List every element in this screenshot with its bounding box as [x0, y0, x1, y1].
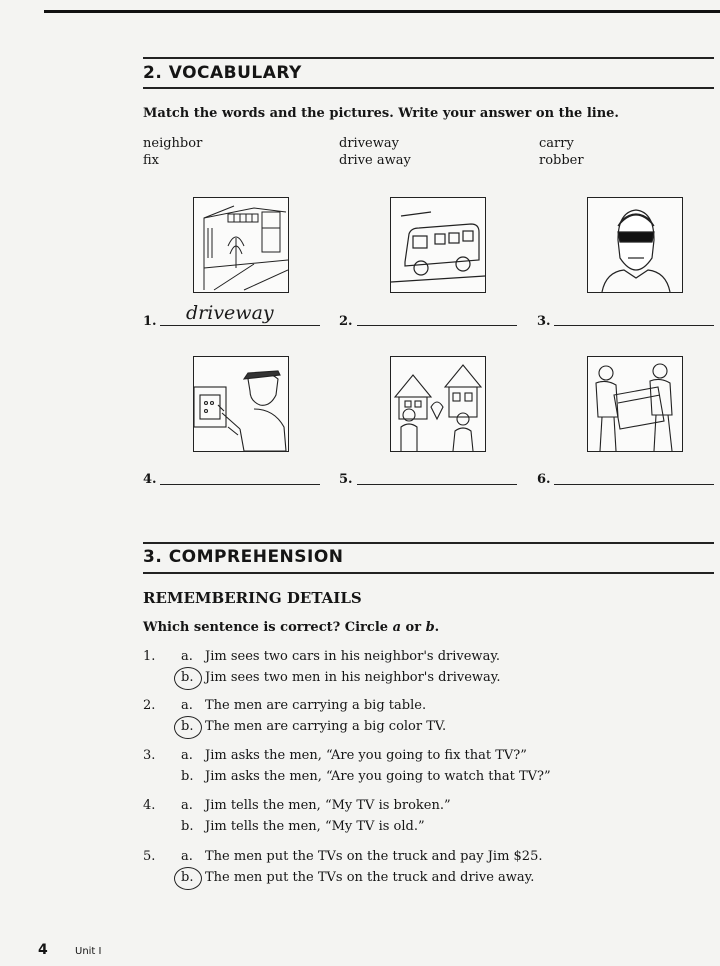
question-1-number: 1. — [143, 649, 156, 664]
vocab-top-rule — [143, 57, 714, 59]
question-1-option-a: Jim sees two cars in his neighbor's driveway. — [205, 649, 501, 664]
question-2-option-b-letter[interactable]: b. — [181, 719, 194, 734]
answer-line-3[interactable] — [554, 325, 714, 326]
question-2-option-a: The men are carrying a big table. — [205, 698, 427, 713]
question-5-option-a: The men put the TVs on the truck and pay Jim $25. — [205, 849, 543, 864]
question-3-option-a: Jim asks the men, “Are you going to fix that TV?” — [205, 748, 527, 763]
question-2-number: 2. — [143, 698, 156, 713]
van-driving-picture — [390, 197, 486, 293]
item-3-number: 3. — [537, 314, 551, 329]
question-5-option-a-letter[interactable]: a. — [181, 849, 193, 864]
question-2-option-a-letter[interactable]: a. — [181, 698, 193, 713]
question-1-option-a-letter[interactable]: a. — [181, 649, 193, 664]
question-3-option-a-letter[interactable]: a. — [181, 748, 193, 763]
vocabulary-title: 2. VOCABULARY — [143, 63, 302, 83]
answer-line-6[interactable] — [554, 484, 714, 485]
question-5-option-b: The men put the TVs on the truck and drive away. — [205, 870, 535, 885]
question-1-option-b-letter[interactable]: b. — [181, 670, 194, 685]
question-1-option-b: Jim sees two men in his neighbor's driveway. — [205, 670, 501, 685]
word-fix: fix — [143, 153, 160, 168]
word-neighbor: neighbor — [143, 136, 203, 151]
word-robber: robber — [539, 153, 584, 168]
item-5-number: 5. — [339, 472, 353, 487]
question-4-option-a-letter[interactable]: a. — [181, 798, 193, 813]
item-2-number: 2. — [339, 314, 353, 329]
question-5-option-b-letter[interactable]: b. — [181, 870, 194, 885]
unit-label: Unit I — [75, 946, 102, 957]
question-4-option-a: Jim tells the men, “My TV is broken.” — [205, 798, 451, 813]
question-3-option-b-letter[interactable]: b. — [181, 769, 194, 784]
men-carrying-picture — [587, 356, 683, 452]
top-rule — [44, 10, 720, 13]
item-1-number: 1. — [143, 314, 157, 329]
question-4-option-b: Jim tells the men, “My TV is old.” — [205, 819, 425, 834]
repairman-fixing-picture — [193, 356, 289, 452]
masked-robber-picture — [587, 197, 683, 293]
answer-line-2[interactable] — [357, 325, 517, 326]
question-3-option-b: Jim asks the men, “Are you going to watch that TV?” — [205, 769, 551, 784]
question-4-number: 4. — [143, 798, 156, 813]
item-4-number: 4. — [143, 472, 157, 487]
answer-line-5[interactable] — [357, 484, 517, 485]
house-driveway-picture — [193, 197, 289, 293]
vocab-bottom-rule — [143, 87, 714, 89]
word-driveway: driveway — [339, 136, 399, 151]
comprehension-instruction: Which sentence is correct? Circle a or b. — [143, 620, 440, 635]
neighbors-houses-picture — [390, 356, 486, 452]
answer-line-1[interactable] — [160, 325, 320, 326]
comp-top-rule — [143, 542, 714, 544]
vocabulary-instruction: Match the words and the pictures. Write your answer on the line. — [143, 106, 619, 121]
question-5-number: 5. — [143, 849, 156, 864]
item-6-number: 6. — [537, 472, 551, 487]
comprehension-subtitle: REMEMBERING DETAILS — [143, 589, 362, 607]
question-2-option-b: The men are carrying a big color TV. — [205, 719, 447, 734]
question-3-number: 3. — [143, 748, 156, 763]
word-carry: carry — [539, 136, 574, 151]
comp-bottom-rule — [143, 572, 714, 574]
question-4-option-b-letter[interactable]: b. — [181, 819, 194, 834]
word-drive-away: drive away — [339, 153, 411, 168]
answer-1: driveway — [186, 302, 274, 324]
answer-line-4[interactable] — [160, 484, 320, 485]
page-number: 4 — [38, 942, 48, 958]
comprehension-title: 3. COMPREHENSION — [143, 547, 344, 567]
